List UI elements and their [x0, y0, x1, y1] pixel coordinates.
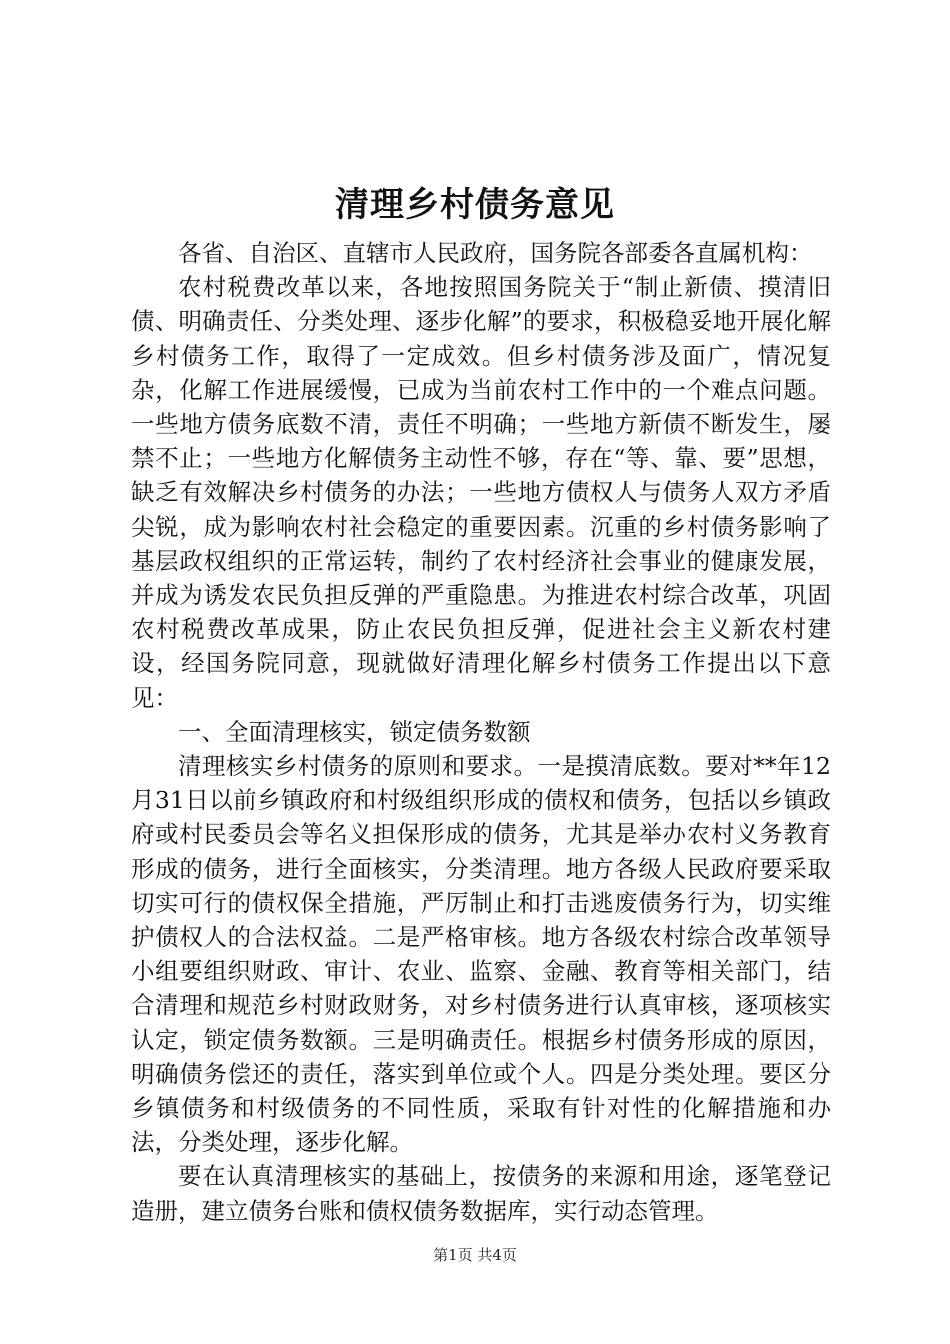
section-heading: 一、全面清理核实，锁定债务数额	[178, 717, 531, 746]
document-body	[131, 236, 831, 1228]
body-paragraph: 要在认真清理核实的基础上，按债务的来源和用途，逐笔登记造册，建立债务台账和债权债务数据库，实行动态管理。	[131, 1162, 831, 1225]
salutation-paragraph: 各省、自治区、直辖市人民政府，国务院各部委各直属机构：	[178, 239, 813, 267]
page-footer: 第1页 共4页	[433, 1246, 517, 1264]
body-paragraph: 农村税费改革以来，各地按照国务院关于“制止新债、摸清旧债、明确责任、分类处理、逐步化解”的要求，积极稳妥地开展化解乡村债务工作，取得了一定成效。但乡村债务涉及面广，情况复杂，化解工作进展缓慢，已成为当前农村工作中的一个难点问题。一些地方债务底数不清，责任不明确；一些地方新债不断发生，屡禁不止；一些地方化解债务主动性不够，存在“等、靠、要”思想，缺乏有效解决乡村债务的办法；一些地方债权人与债务人双方矛盾尖锐，成为影响农村社会稳定的重要因素。沉重的乡村债务影响了基层政权组织的正常运转，制约了农村经济社会事业的健康发展，并成为诱发农民负担反弹的严重隐患。为推进农村综合改革，巩固农村税费改革成果，防止农民负担反弹，促进社会主义新农村建设，经国务院同意，现就做好清理化解乡村债务工作提出以下意见：	[131, 273, 831, 712]
document-title: 清理乡村债务意见	[335, 185, 615, 225]
body-paragraph: 清理核实乡村债务的原则和要求。一是摸清底数。要对**年12月31日以前乡镇政府和村级组织形成的债权和债务，包括以乡镇政府或村民委员会等名义担保形成的债务，尤其是举办农村义务教育形成的债务，进行全面核实，分类清理。地方各级人民政府要采取切实可行的债权保全措施，严厉制止和打击逃废债务行为，切实维护债权人的合法权益。二是严格审核。地方各级农村综合改革领导小组要组织财政、审计、农业、监察、金融、教育等相关部门，结合清理和规范乡村财政财务，对乡村债务进行认真审核，逐项核实认定，锁定债务数额。三是明确责任。根据乡村债务形成的原因，明确债务偿还的责任，落实到单位或个人。四是分类处理。要区分乡镇债务和村级债务的不同性质，采取有针对性的化解措施和办法，分类处理，逐步化解。	[131, 752, 831, 1157]
